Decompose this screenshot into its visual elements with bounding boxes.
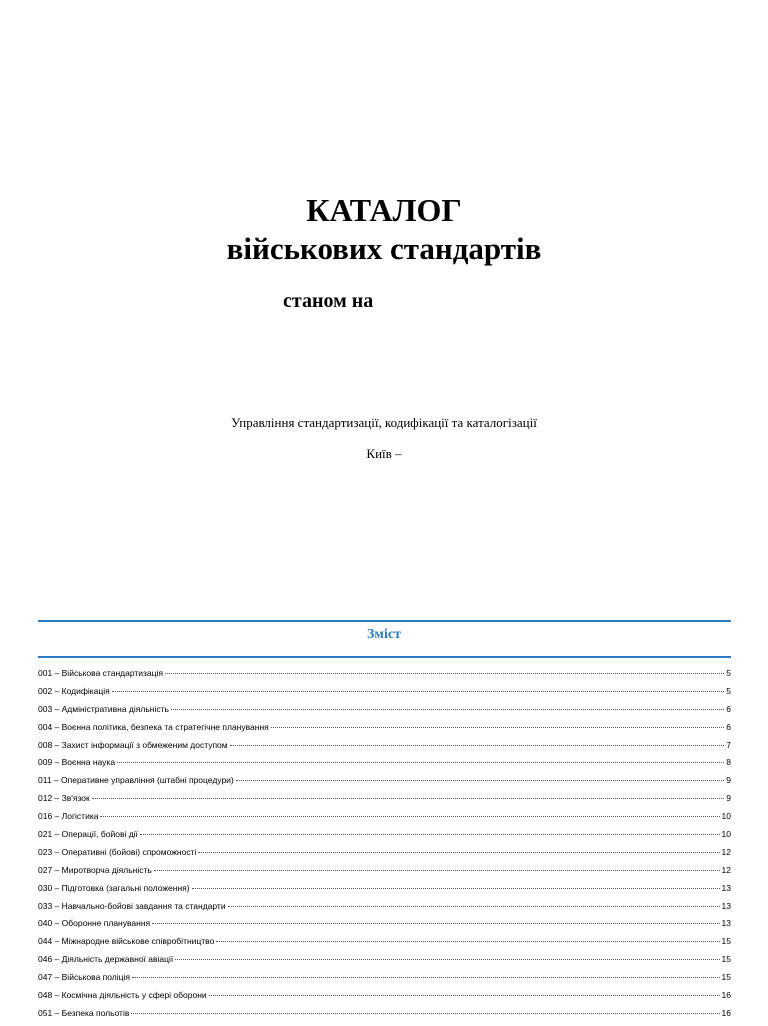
toc-leader-dots	[228, 906, 720, 907]
toc-item-page: 13	[721, 900, 731, 911]
toc-top-divider	[38, 620, 731, 622]
toc-item-title: 008 – Захист інформації з обмеженим доступом	[38, 739, 228, 750]
toc-item[interactable]	[38, 1008, 731, 1026]
toc-item-title: 002 – Кодифікація	[38, 685, 110, 696]
toc-item[interactable]	[38, 954, 731, 972]
toc-leader-dots	[216, 941, 719, 942]
toc-item[interactable]	[38, 847, 731, 865]
toc-leader-dots	[230, 745, 725, 746]
toc-item-page: 6	[726, 721, 731, 732]
toc-heading: Зміст	[367, 627, 401, 642]
document-title: КАТАЛОГ	[306, 192, 462, 228]
document-subtitle: військових стандартів	[226, 231, 542, 266]
toc-item-page: 6	[726, 703, 731, 714]
toc-item-page: 13	[721, 918, 731, 929]
toc-item[interactable]	[38, 829, 731, 847]
toc-leader-dots	[154, 870, 720, 871]
toc-item-title: 001 – Військова стандартизація	[38, 668, 163, 678]
toc-item-title: 004 – Воєнна політика, безпека та стратегічне планування	[38, 721, 269, 732]
toc-item[interactable]	[38, 793, 731, 811]
toc-item-title: 011 – Оперативне управління (штабні процедури)	[38, 775, 234, 786]
toc-leader-dots	[132, 977, 720, 978]
toc-item-page: 15	[721, 954, 731, 965]
toc-item-title: 003 – Адміністративна діяльність	[38, 703, 169, 714]
toc-item-title: 046 – Діяльність державної авіації	[38, 954, 174, 965]
toc-item-title: 016 – Логістика	[38, 811, 99, 822]
toc-item[interactable]	[38, 757, 731, 775]
toc-item-page: 8	[726, 757, 731, 768]
toc-item-page: 9	[726, 775, 731, 786]
toc-item[interactable]	[38, 972, 731, 990]
toc-item[interactable]	[38, 811, 731, 829]
toc-leader-dots	[271, 727, 725, 728]
toc-item-page: 16	[721, 1007, 731, 1018]
toc-leader-dots	[100, 816, 719, 817]
toc-item[interactable]	[38, 668, 731, 686]
toc-item-page: 12	[721, 864, 731, 875]
toc-item-page: 10	[721, 829, 731, 840]
toc-leader-dots	[175, 959, 719, 960]
toc-item[interactable]	[38, 722, 731, 740]
toc-item-page: 9	[726, 793, 731, 804]
toc-item-title: 033 – Навчально-бойові завдання та стандарти	[38, 900, 226, 911]
toc-leader-dots	[171, 709, 724, 710]
toc-leader-dots	[117, 762, 724, 763]
toc-item-title: 047 – Військова поліція	[38, 972, 131, 983]
toc-item[interactable]	[38, 918, 731, 936]
toc-item-title: 012 – Зв'язок	[38, 793, 90, 804]
toc-item[interactable]	[38, 865, 731, 883]
toc-item-title: 027 – Миротворча діяльність	[38, 864, 152, 875]
toc-leader-dots	[131, 1013, 719, 1014]
toc-item[interactable]	[38, 704, 731, 722]
toc-item-title: 021 – Операції, бойові дії	[38, 829, 138, 840]
toc-item-title: 009 – Воєнна наука	[38, 757, 116, 768]
toc-item-title: 023 – Оперативні (бойові) спроможності	[38, 846, 197, 857]
toc-item-page: 12	[721, 846, 731, 857]
toc-item[interactable]	[38, 740, 731, 758]
toc-item[interactable]	[38, 775, 731, 793]
toc-leader-dots	[236, 780, 725, 781]
toc-item-page: 5	[726, 685, 731, 696]
toc-item-page: 13	[721, 882, 731, 893]
toc-item-title: 051 – Безпека польотів	[38, 1007, 130, 1018]
city-label: Київ –	[366, 446, 402, 461]
toc-leader-dots	[209, 995, 720, 996]
toc-item-page: 15	[721, 936, 731, 947]
toc-item-page: 16	[721, 990, 731, 1001]
toc-item[interactable]	[38, 936, 731, 954]
toc-item-title: 044 – Міжнародне військове співробітництво	[38, 936, 215, 947]
toc-leader-dots	[198, 852, 719, 853]
toc-item-page: 7	[726, 739, 731, 750]
toc-item[interactable]	[38, 990, 731, 1008]
toc-item[interactable]	[38, 901, 731, 919]
toc-item-page: 5	[726, 668, 731, 678]
as-of-label: станом на	[283, 290, 374, 312]
toc-leader-dots	[112, 691, 725, 692]
toc-item[interactable]	[38, 883, 731, 901]
toc-item[interactable]	[38, 686, 731, 704]
toc-leader-dots	[165, 673, 724, 674]
toc-item-page: 15	[721, 972, 731, 983]
toc-item-title: 030 – Підготовка (загальні положення)	[38, 882, 190, 893]
department-name: Управління стандартизації, кодифікації та каталогізації	[231, 415, 537, 430]
toc-leader-dots	[152, 923, 719, 924]
toc-leader-dots	[140, 834, 720, 835]
toc-item-title: 040 – Оборонне планування	[38, 918, 151, 929]
toc-leader-dots	[192, 888, 720, 889]
table-of-contents	[38, 668, 731, 1026]
toc-item-title: 048 – Космічна діяльність у сфері оборони	[38, 990, 207, 1001]
toc-bottom-divider	[38, 656, 731, 658]
toc-item-page: 10	[721, 811, 731, 822]
toc-leader-dots	[92, 798, 725, 799]
